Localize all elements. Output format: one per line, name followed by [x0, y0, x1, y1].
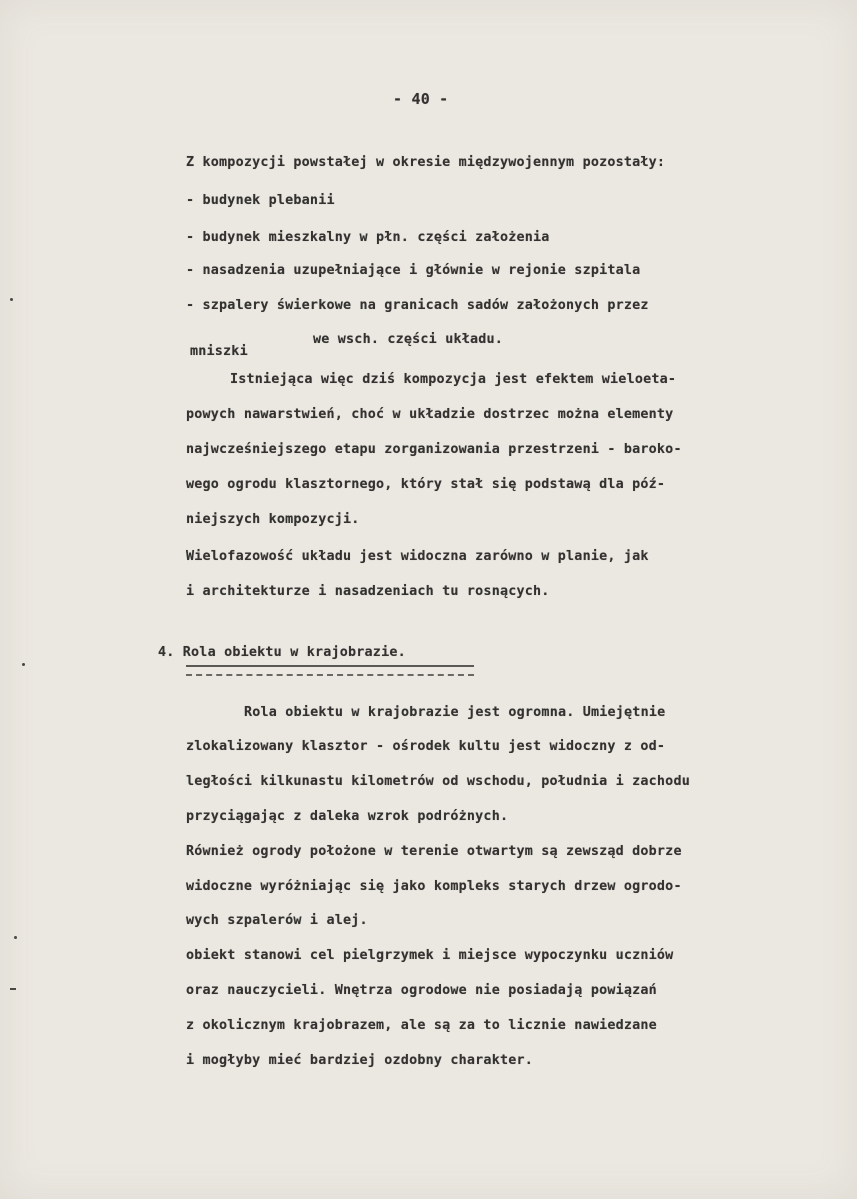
list-item: - nasadzenia uzupełniające i głównie w rejonie szpitala — [186, 263, 641, 278]
paragraph-line: Wielofazowość układu jest widoczna zarówno w planie, jak — [186, 549, 649, 564]
paragraph-line: Istniejąca więc dziś kompozycja jest efektem wieloeta- — [230, 372, 677, 387]
paragraph-line: Również ogrody położone w terenie otwartym są zewsząd dobrze — [186, 844, 682, 859]
section-heading: 4. Rola obiektu w krajobrazie. — [158, 645, 406, 660]
paragraph-line: wych szpalerów i alej. — [186, 913, 368, 928]
list-item-continuation: we wsch. części układu. — [313, 332, 504, 347]
heading-underline-dashed — [186, 674, 474, 676]
paragraph-line: widoczne wyróżniając się jako kompleks starych drzew ogrodo- — [186, 879, 682, 894]
paragraph-line: powych nawarstwień, choć w układzie dostrzec można elementy — [186, 407, 674, 422]
paragraph-line: wego ogrodu klasztornego, który stał się podstawą dla póź- — [186, 477, 666, 492]
paragraph-line: zlokalizowany klasztor - ośrodek kultu jest widoczny z od- — [186, 739, 666, 754]
paragraph-line: i architekturze i nasadzeniach tu rosnących. — [186, 584, 550, 599]
paragraph-line: obiekt stanowi cel pielgrzymek i miejsce wypoczynku uczniów — [186, 948, 674, 963]
paragraph-line: oraz nauczycieli. Wnętrza ogrodowe nie posiadają powiązań — [186, 983, 657, 998]
list-item-continuation-prefix: mniszki — [190, 344, 248, 359]
list-item: - szpalery świerkowe na granicach sadów założonych przez — [186, 298, 649, 313]
composition-intro: Z kompozycji powstałej w okresie międzywojennym pozostały: — [186, 155, 666, 170]
paragraph-line: niejszych kompozycji. — [186, 512, 360, 527]
list-item: - budynek plebanii — [186, 193, 335, 208]
heading-underline — [186, 665, 474, 667]
paragraph-line: Rola obiektu w krajobrazie jest ogromna. Umiejętnie — [244, 705, 666, 720]
margin-dot — [14, 936, 17, 939]
paragraph-line: z okolicznym krajobrazem, ale są za to licznie nawiedzane — [186, 1018, 657, 1033]
list-item: - budynek mieszkalny w płn. części założenia — [186, 230, 550, 245]
paragraph-line: ległości kilkunastu kilometrów od wschodu, południa i zachodu — [186, 774, 690, 789]
paragraph-line: najwcześniejszego etapu zorganizowania przestrzeni - baroko- — [186, 442, 682, 457]
paragraph-line: przyciągając z daleka wzrok podróżnych. — [186, 809, 509, 824]
margin-dot — [22, 663, 25, 666]
margin-dash — [10, 988, 16, 990]
page-number: - 40 - — [393, 90, 449, 108]
margin-dot — [10, 298, 13, 301]
paragraph-line: i mogłyby mieć bardziej ozdobny charakter. — [186, 1053, 533, 1068]
